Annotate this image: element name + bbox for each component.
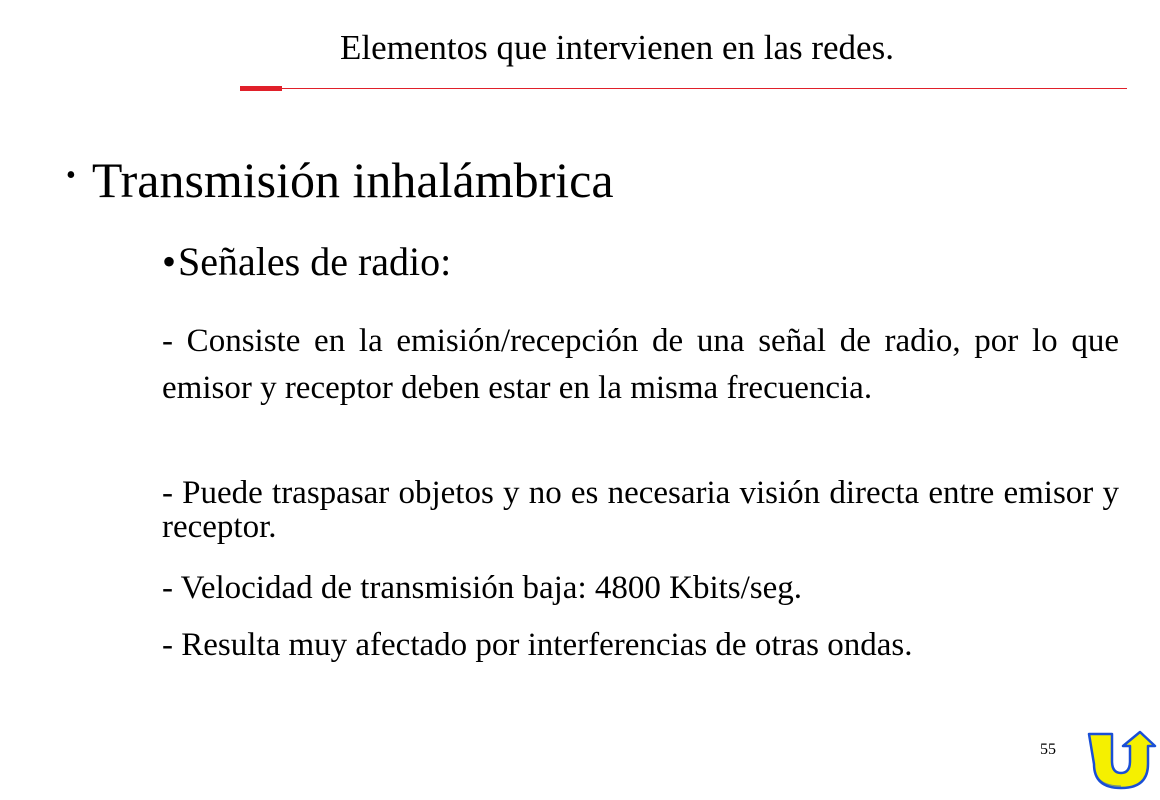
paragraph-penetration: - Puede traspasar objetos y no es necesaria visión directa entre emisor y receptor. — [162, 475, 1119, 545]
title-rule — [282, 88, 1127, 89]
section-heading: Transmisión inhalámbrica — [91, 152, 614, 208]
subheading-bullet: • — [162, 239, 177, 284]
heading-row — [66, 150, 614, 210]
subheading: Señales de radio: — [178, 239, 452, 284]
title-rule-accent — [240, 86, 282, 91]
subheading-row — [162, 237, 451, 287]
return-arrow-fill — [1089, 732, 1155, 788]
heading-bullet: • — [66, 160, 76, 191]
return-arrow-icon — [1085, 728, 1157, 790]
page-number: 55 — [1040, 741, 1056, 758]
paragraph-emission: - Consiste en la emisión/recepción de una señal de radio, por lo que emisor y receptor deben estar en la misma frecuencia. — [162, 323, 1119, 406]
slide-title: Elementos que intervienen en las redes. — [340, 28, 894, 67]
paragraph-speed: - Velocidad de transmisión baja: 4800 Kbits/seg. — [162, 570, 803, 606]
return-button[interactable] — [1085, 728, 1157, 790]
paragraph-interference: - Resulta muy afectado por interferencias de otras ondas. — [162, 627, 913, 663]
